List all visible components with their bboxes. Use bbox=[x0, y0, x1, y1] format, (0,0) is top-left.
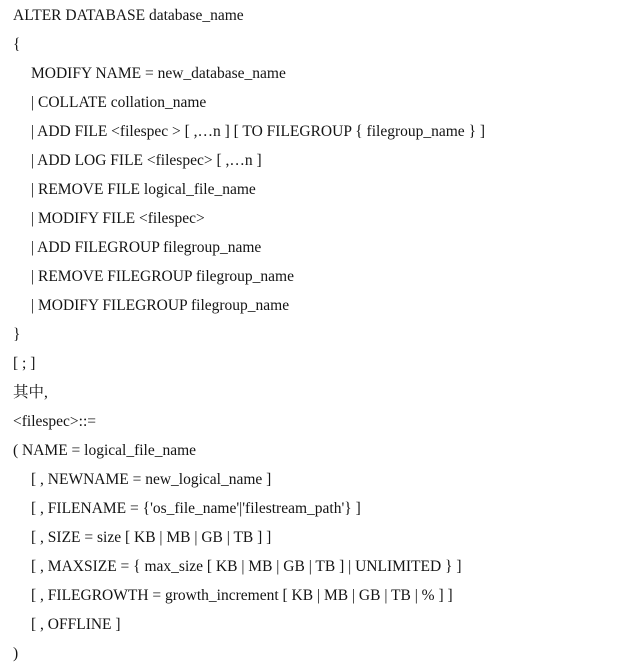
collate-line: | COLLATE collation_name bbox=[31, 94, 207, 111]
filename-line: [ , FILENAME = {'os_file_name'|'filestream_path'} ] bbox=[31, 500, 361, 517]
size-line: [ , SIZE = size [ KB | MB | GB | TB ] ] bbox=[31, 529, 272, 546]
offline-line: [ , OFFLINE ] bbox=[31, 616, 121, 633]
add-filegroup-line: | ADD FILEGROUP filegroup_name bbox=[31, 239, 262, 256]
name-clause-line: ( NAME = logical_file_name bbox=[13, 442, 197, 459]
filegrowth-line: [ , FILEGROWTH = growth_increment [ KB | MB | GB | TB | % ] ] bbox=[31, 587, 453, 604]
modify-file-line: | MODIFY FILE <filespec> bbox=[31, 210, 205, 227]
where-label: 其中, bbox=[13, 384, 48, 401]
remove-filegroup-line: | REMOVE FILEGROUP filegroup_name bbox=[31, 268, 294, 285]
maxsize-line: [ , MAXSIZE = { max_size [ KB | MB | GB | TB ] | UNLIMITED } ] bbox=[31, 558, 462, 575]
modify-filegroup-line: | MODIFY FILEGROUP filegroup_name bbox=[31, 297, 290, 314]
newname-line: [ , NEWNAME = new_logical_name ] bbox=[31, 471, 272, 488]
semicolon-line: [ ; ] bbox=[13, 355, 36, 372]
modify-name-line: MODIFY NAME = new_database_name bbox=[31, 65, 286, 82]
remove-file-line: | REMOVE FILE logical_file_name bbox=[31, 181, 256, 198]
add-log-file-line: | ADD LOG FILE <filespec> [ ,…n ] bbox=[31, 152, 262, 169]
open-brace-line: { bbox=[13, 36, 21, 53]
close-brace-line: } bbox=[13, 326, 21, 343]
alter-database-line: ALTER DATABASE database_name bbox=[13, 7, 244, 24]
close-paren-line: ) bbox=[13, 645, 19, 662]
add-file-line: | ADD FILE <filespec > [ ,…n ] [ TO FILEGROUP { filegroup_name } ] bbox=[31, 123, 486, 140]
filespec-definition: <filespec>::= bbox=[13, 413, 97, 430]
